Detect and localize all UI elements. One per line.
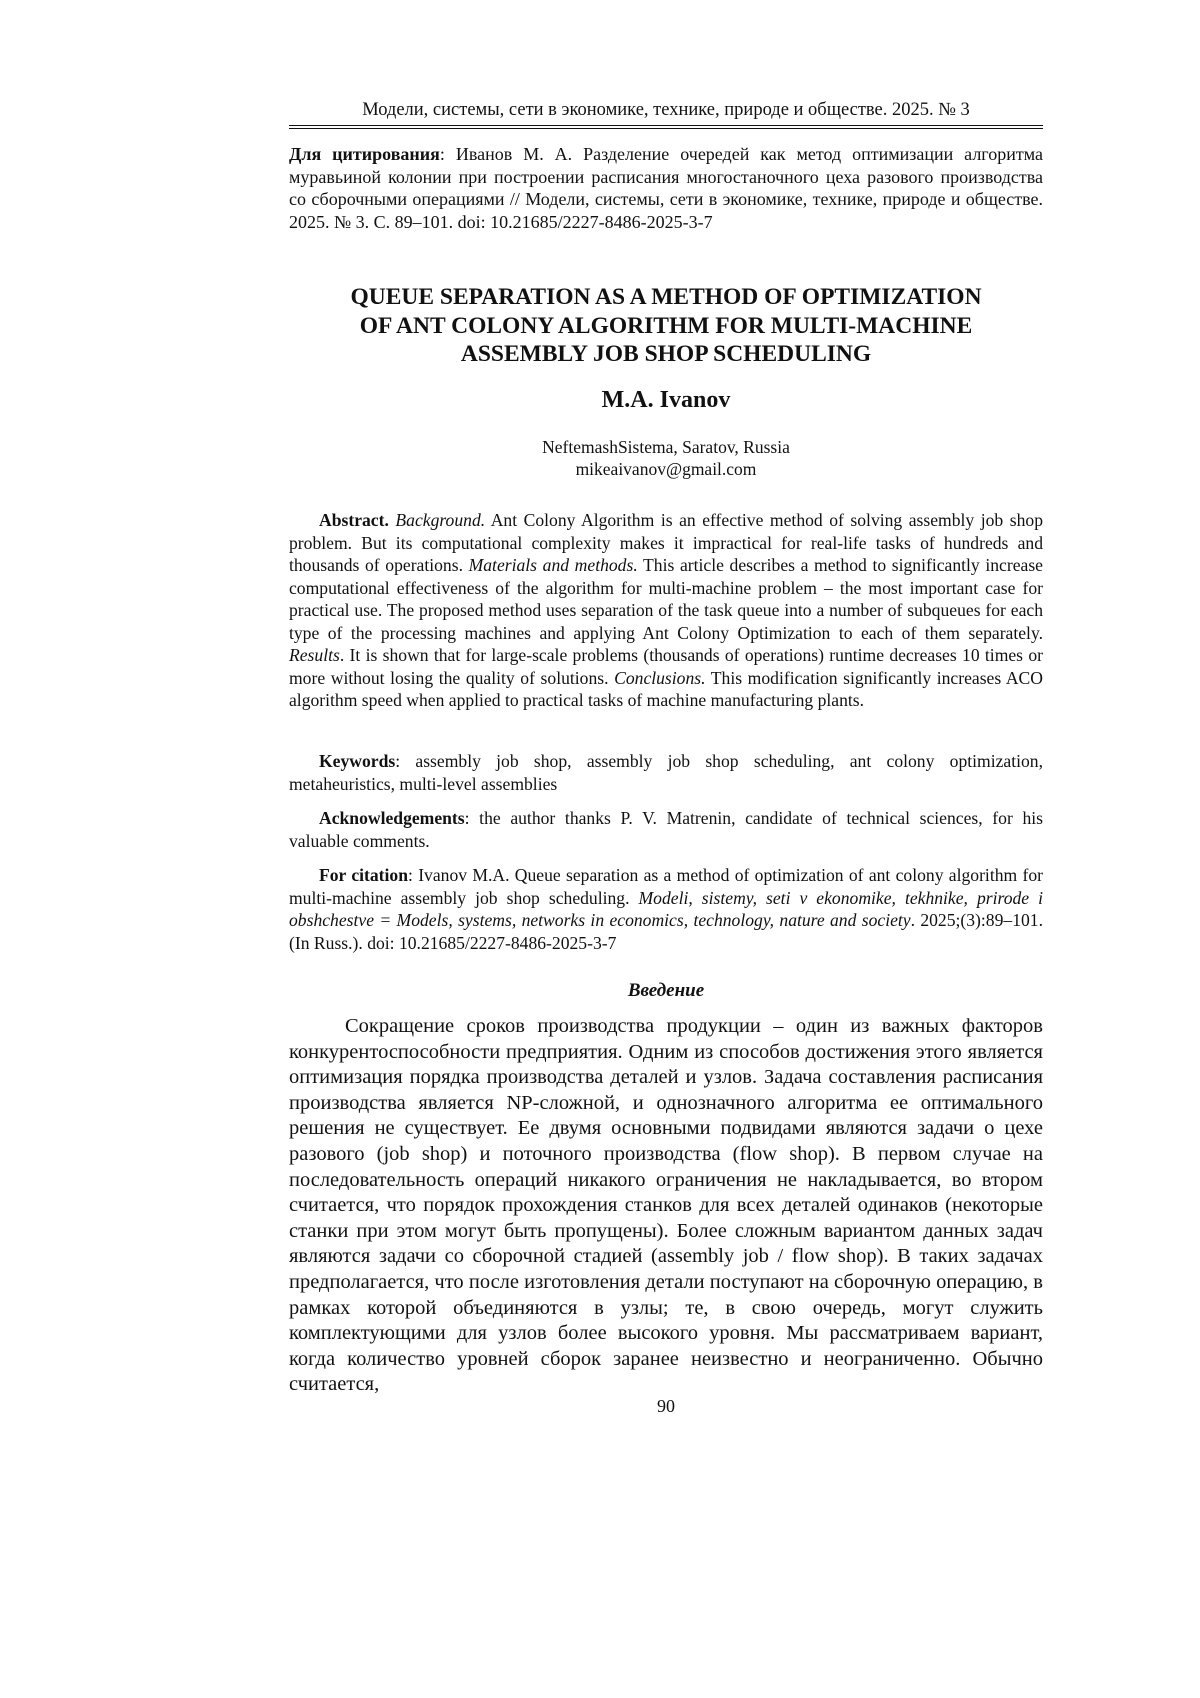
introduction-paragraph: Сокращение сроков производства продукции – один из важных факторов конкурентоспособности предприятия. Одним из способов достижения этого является оптимизация порядка производства деталей и узлов. Задача составления расписания производства является NP-сложной, и однозначного алгоритма ее оптимального решения не существует. Ее двумя основными подвидами являются задачи о цехе разового (job shop) и поточного производства (flow shop). В первом случае на последовательность операций никакого ограничения не накладывается, во втором считается, что порядок прохождения станков для всех деталей одинаков (некоторые станки при этом могут быть пропущены). Более сложным вариантом данных задач являются задачи со сборочной стадией (assembly job / flow shop). В таких задачах предполагается, что после изготовления детали поступают на сборочную операцию, в рамках которой объединяются в узлы; те, в свою очередь, могут служить комплектующими для узлов более высокого уровня. Мы рассматриваем вариант, когда количество уровней сборок заранее неизвестно и неограниченно. Обычно считается, — [289, 1015, 1043, 1396]
introduction-body — [289, 1014, 1043, 1398]
citation-en-text-end: . 2025;(3):89–101. (In Russ.). doi: 10.21685/2227-8486-2025-3-7 — [289, 910, 1043, 953]
author-name: M.A. Ivanov — [601, 387, 731, 413]
citation-en-text: : Ivanov M.A. Queue separation as a method of optimization of ant colony algorithm for multi-machine assembly job shop scheduling. — [289, 865, 1043, 908]
citation-ru — [289, 143, 1043, 233]
citation-ru-label: Для цитирования — [289, 144, 440, 164]
article-title — [289, 283, 1043, 369]
affiliation-block — [289, 436, 1043, 480]
abstract-methods-label: Materials and methods. — [468, 555, 638, 575]
abstract — [289, 509, 1043, 712]
abstract-methods-text: This article describes a method to significantly increase computational effectiveness of the algorithm for multi-machine problem – the most important case for practical use. The proposed method uses separation of the task queue into a number of subqueues for each type of the processing machines and applying Ant Colony Optimization to each of them separately. — [289, 555, 1043, 643]
acknowledgements-label: Acknowledgements — [319, 808, 465, 828]
citation-ru-text: : Иванов М. А. Разделение очередей как метод оптимизации алгоритма муравьиной колонии при построении расписания многостаночного цеха разового производства со сборочными операциями // Модели, системы, сети в экономике, технике, природе и обществе. 2025. № 3. С. 89–101. doi: 10.21685/2227-8486-2025-3-7 — [289, 144, 1043, 232]
title-line: OF ANT COLONY ALGORITHM FOR MULTI-MACHINE — [359, 312, 973, 339]
citation-en-label: For citation — [319, 865, 409, 885]
acknowledgements-text: : the author thanks P. V. Matrenin, candidate of technical sciences, for his valuable comments. — [289, 808, 1043, 851]
keywords-label: Keywords — [319, 751, 396, 771]
keywords-text: : assembly job shop, assembly job shop scheduling, ant colony optimization, metaheuristics, multi-level assemblies — [289, 751, 1043, 794]
author-email: mikeaivanov@gmail.com — [575, 459, 757, 479]
abstract-label: Abstract. — [319, 510, 389, 530]
acknowledgements — [289, 807, 1043, 852]
journal-header: Модели, системы, сети в экономике, технике, природе и обществе. 2025. № 3 — [362, 100, 970, 120]
citation-en-journal: Modeli, sistemy, seti v ekonomike, tekhnike, prirode i obshchestve = Models, systems, networks in economics, technology, nature and society — [289, 887, 1044, 930]
abstract-background-label: Background. — [395, 510, 486, 530]
keywords — [289, 750, 1043, 795]
abstract-conclusions-text: This modification significantly increases ACO algorithm speed when applied to practical tasks of machine manufacturing plants. — [289, 667, 1043, 710]
abstract-background-text: Ant Colony Algorithm is an effective method of solving assembly job shop problem. But its computational complexity makes it impractical for real-life tasks of hundreds and thousands of operations. — [289, 510, 1043, 575]
header-rule — [289, 125, 1043, 129]
abstract-results-label: Results — [289, 645, 340, 665]
title-line: ASSEMBLY JOB SHOP SCHEDULING — [460, 341, 872, 367]
title-line: QUEUE SEPARATION AS A METHOD OF OPTIMIZATION — [350, 284, 982, 310]
citation-en — [289, 864, 1043, 954]
page-number: 90 — [657, 1396, 675, 1416]
abstract-results-text: . It is shown that for large-scale problems (thousands of operations) runtime decreases 10 times or more without losing the quality of solutions. — [289, 645, 1043, 688]
section-heading-introduction: Введение — [627, 980, 705, 1001]
affiliation: NeftemashSistema, Saratov, Russia — [542, 437, 790, 457]
abstract-conclusions-label: Conclusions. — [614, 667, 706, 688]
